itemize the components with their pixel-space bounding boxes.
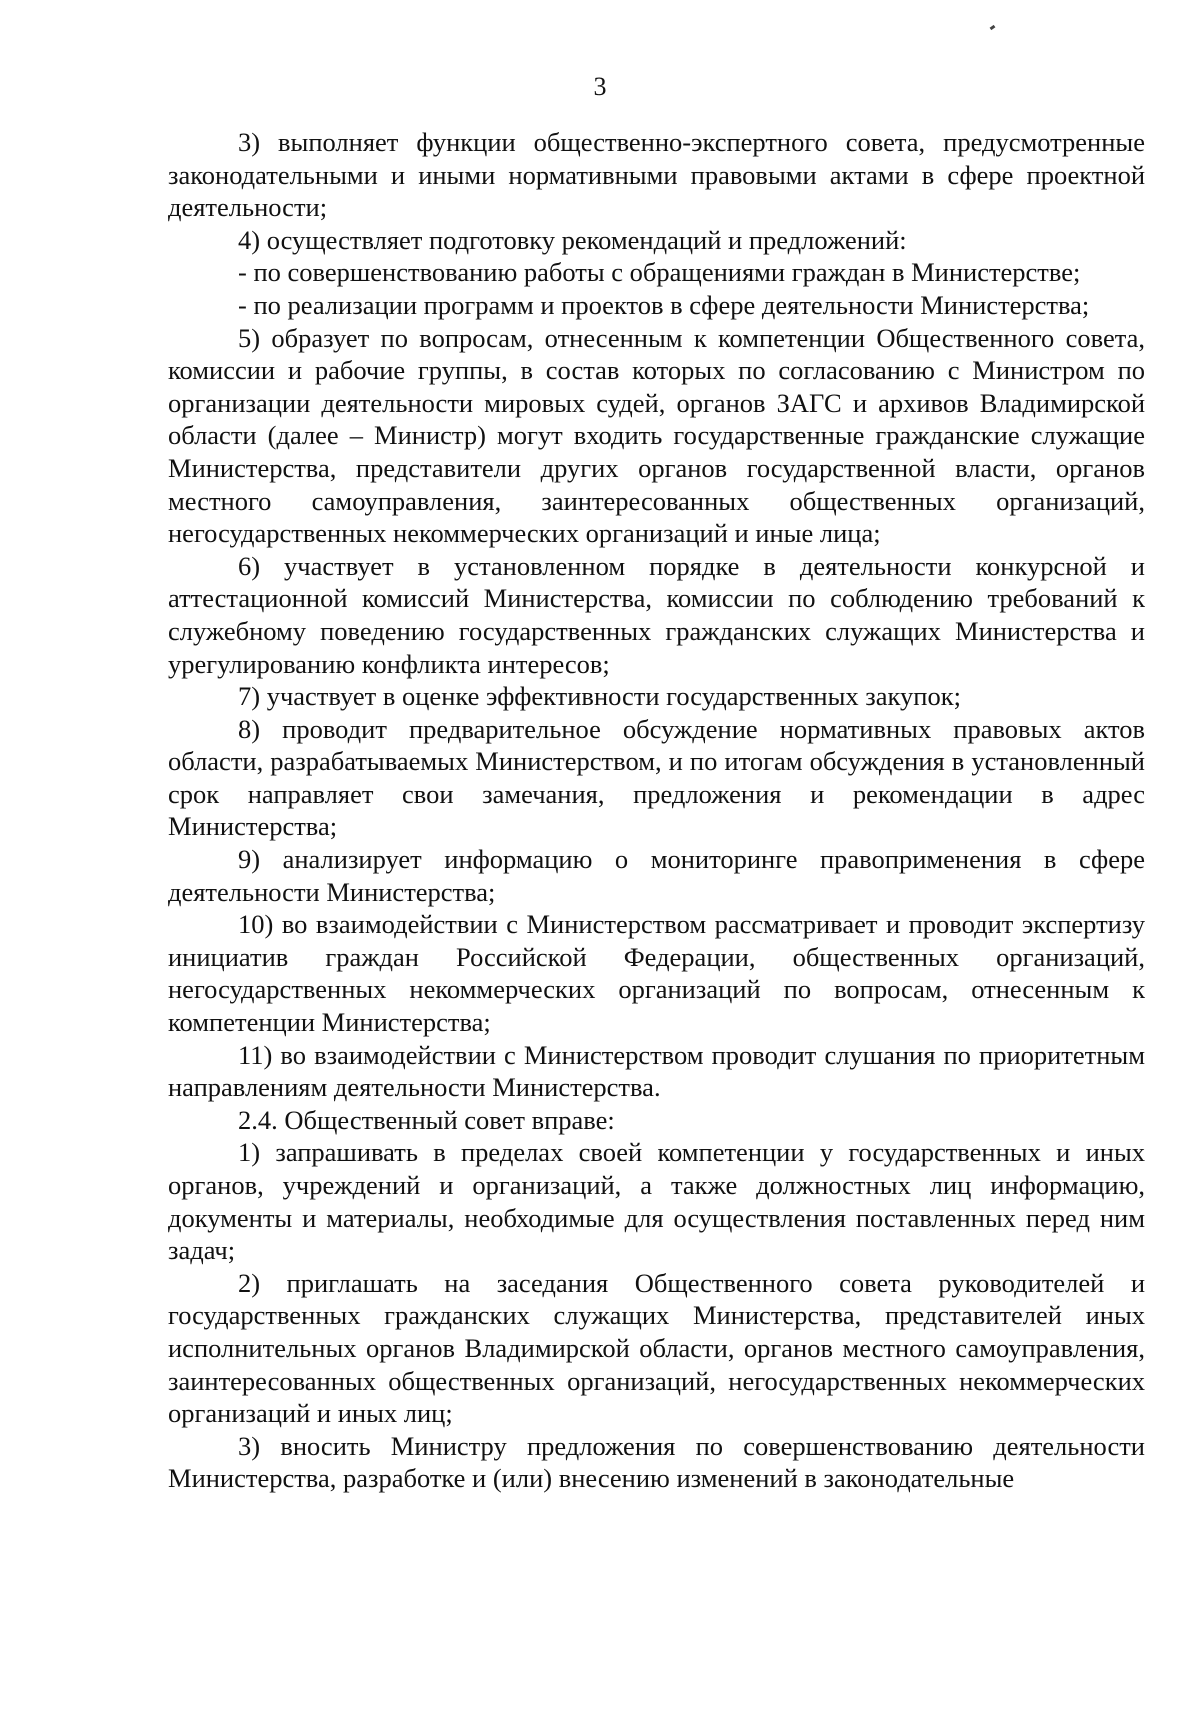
- section-heading: 2.4. Общественный совет вправе:: [238, 1104, 615, 1135]
- paragraph: 11) во взаимодействии с Министерством проводит слушания по приоритетным направлениям деятельности Министерства.: [168, 1039, 1145, 1103]
- paragraph: 4) осуществляет подготовку рекомендаций и предложений:: [238, 224, 907, 255]
- page-number: 3: [593, 72, 607, 101]
- paragraph: 7) участвует в оценке эффективности государственных закупок;: [238, 681, 961, 712]
- paragraph: 3) выполняет функции общественно-экспертного совета, предусмотренные законодательными и иными нормативными правовыми актами в сфере проектной деятельности;: [168, 127, 1145, 223]
- scan-speck: [990, 25, 996, 30]
- paragraph: 1) запрашивать в пределах своей компетенции у государственных и иных органов, учреждений и организаций, а также должностных лиц информацию, документы и материалы, необходимые для осуществления поставленных перед ним задач;: [168, 1137, 1145, 1266]
- paragraph: 9) анализирует информацию о мониторинге правоприменения в сфере деятельности Министерства;: [168, 844, 1145, 907]
- paragraph: 5) образует по вопросам, отнесенным к компетенции Общественного совета, комиссии и рабочие группы, в состав которых по согласованию с Министром по организации деятельности мировых судей, органов ЗАГС и архивов Владимирской области (далее – Министр) могут входить государственные гражданские служащие Министерства, представители других органов государственной власти, органов местного самоуправления, заинтересованных общественных организаций, негосударственных некоммерческих организаций и иные лица;: [168, 322, 1145, 549]
- paragraph: - по совершенствованию работы с обращениями граждан в Министерстве;: [238, 257, 1081, 288]
- paragraph: 8) проводит предварительное обсуждение нормативных правовых актов области, разрабатываемых Министерством, и по итогам обсуждения в установленный срок направляет свои замечания, предложения и рекомендации в адрес Министерства;: [168, 713, 1145, 842]
- paragraph: 6) участвует в установленном порядке в деятельности конкурсной и аттестационной комиссий Министерства, комиссии по соблюдению требований к служебному поведению государственных гражданских служащих Министерства и урегулированию конфликта интересов;: [168, 550, 1145, 679]
- paragraph: 2) приглашать на заседания Общественного совета руководителей и государственных гражданских служащих Министерства, представителей иных исполнительных органов Владимирской области, органов местного самоуправления, заинтересованных общественных организаций, негосударственных некоммерческих организаций и иных лиц;: [168, 1267, 1145, 1429]
- document-body: [168, 126, 1145, 1495]
- paragraph: 3) вносить Министру предложения по совершенствованию деятельности Министерства, разработке и (или) внесению изменений в законодательные: [168, 1430, 1145, 1494]
- paragraph: 10) во взаимодействии с Министерством рассматривает и проводит экспертизу инициатив граждан Российской Федерации, общественных организаций, негосударственных некоммерческих организаций по вопросам, отнесенным к компетенции Министерства;: [168, 909, 1145, 1038]
- paragraph: - по реализации программ и проектов в сфере деятельности Министерства;: [238, 289, 1090, 320]
